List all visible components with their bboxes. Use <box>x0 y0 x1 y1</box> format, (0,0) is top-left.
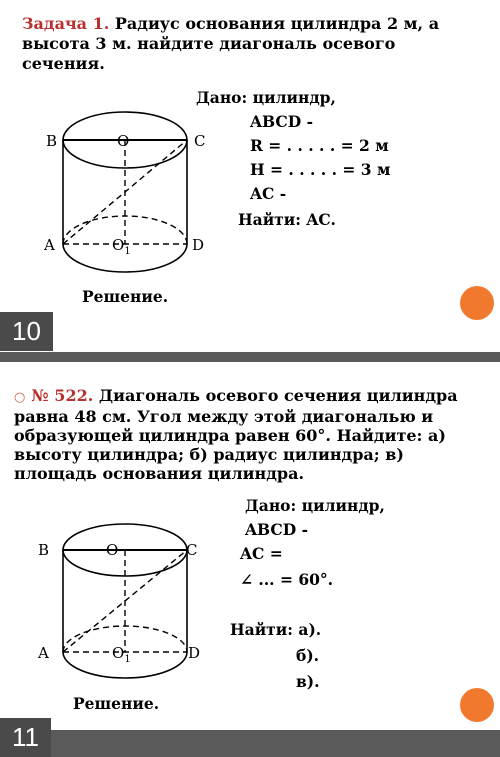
label-D: D <box>192 236 205 254</box>
orange-dot <box>460 688 494 722</box>
slide-number: 11 <box>0 718 51 757</box>
label-O: O <box>117 132 130 150</box>
task-1-text <box>22 14 482 74</box>
label-O1 <box>112 236 131 257</box>
solution-label: Решение. <box>73 694 160 713</box>
label-O1 <box>112 644 131 665</box>
label-O: O <box>106 541 119 559</box>
solution-label: Решение. <box>82 287 169 306</box>
label-D: D <box>188 644 201 662</box>
given-line-4: H = . . . . . = 3 м <box>250 160 391 179</box>
label-O1-letter: O <box>112 644 125 662</box>
label-A: A <box>44 236 55 254</box>
given-line-2: ABCD - <box>245 520 309 539</box>
task-1-lead: Задача 1. <box>22 14 110 33</box>
find-line-a: Найти: а). <box>230 620 322 639</box>
given-line-1: Дано: цилиндр, <box>196 88 336 107</box>
bullet-icon: ○ <box>14 390 26 405</box>
given-line-3: AC = <box>240 544 283 563</box>
task-522-body: Диагональ осевого сечения цилиндра равна 48 см. Угол между этой диагональю и образующей цилиндра равен 60°. Найдите: а) высоту цилиндра; б) радиус цилиндра; в) площадь основания цилиндра. <box>14 386 458 483</box>
slide-10 <box>0 0 500 352</box>
slide-11 <box>0 362 500 752</box>
find-line-b: б). <box>296 646 320 665</box>
label-C: C <box>194 132 206 150</box>
find-line: Найти: AC. <box>238 210 336 229</box>
given-line-5: AC - <box>250 184 287 203</box>
task-522-lead: № 522. <box>31 386 94 405</box>
orange-dot <box>460 286 494 320</box>
given-line-2: ABCD - <box>250 112 314 131</box>
given-line-1: Дано: цилиндр, <box>245 496 385 515</box>
label-O1-letter: O <box>112 236 125 254</box>
find-line-c: в). <box>296 672 320 691</box>
cylinder-diagram-2 <box>55 514 225 694</box>
label-B: B <box>46 132 58 150</box>
task-522-text <box>14 386 484 483</box>
label-A: A <box>38 644 49 662</box>
label-C: C <box>186 541 198 559</box>
label-O1-sub: 1 <box>124 246 131 257</box>
task-1-body: Радиус основания цилиндра 2 м, а высота 3 м. найдите диагональ осевого сечения. <box>22 14 440 73</box>
label-B: B <box>38 541 50 559</box>
label-O1-sub: 1 <box>124 654 131 665</box>
given-line-4: ∠ ... = 60°. <box>240 570 334 589</box>
slide-number: 10 <box>0 312 53 351</box>
given-line-3: R = . . . . . = 2 м <box>250 136 389 155</box>
